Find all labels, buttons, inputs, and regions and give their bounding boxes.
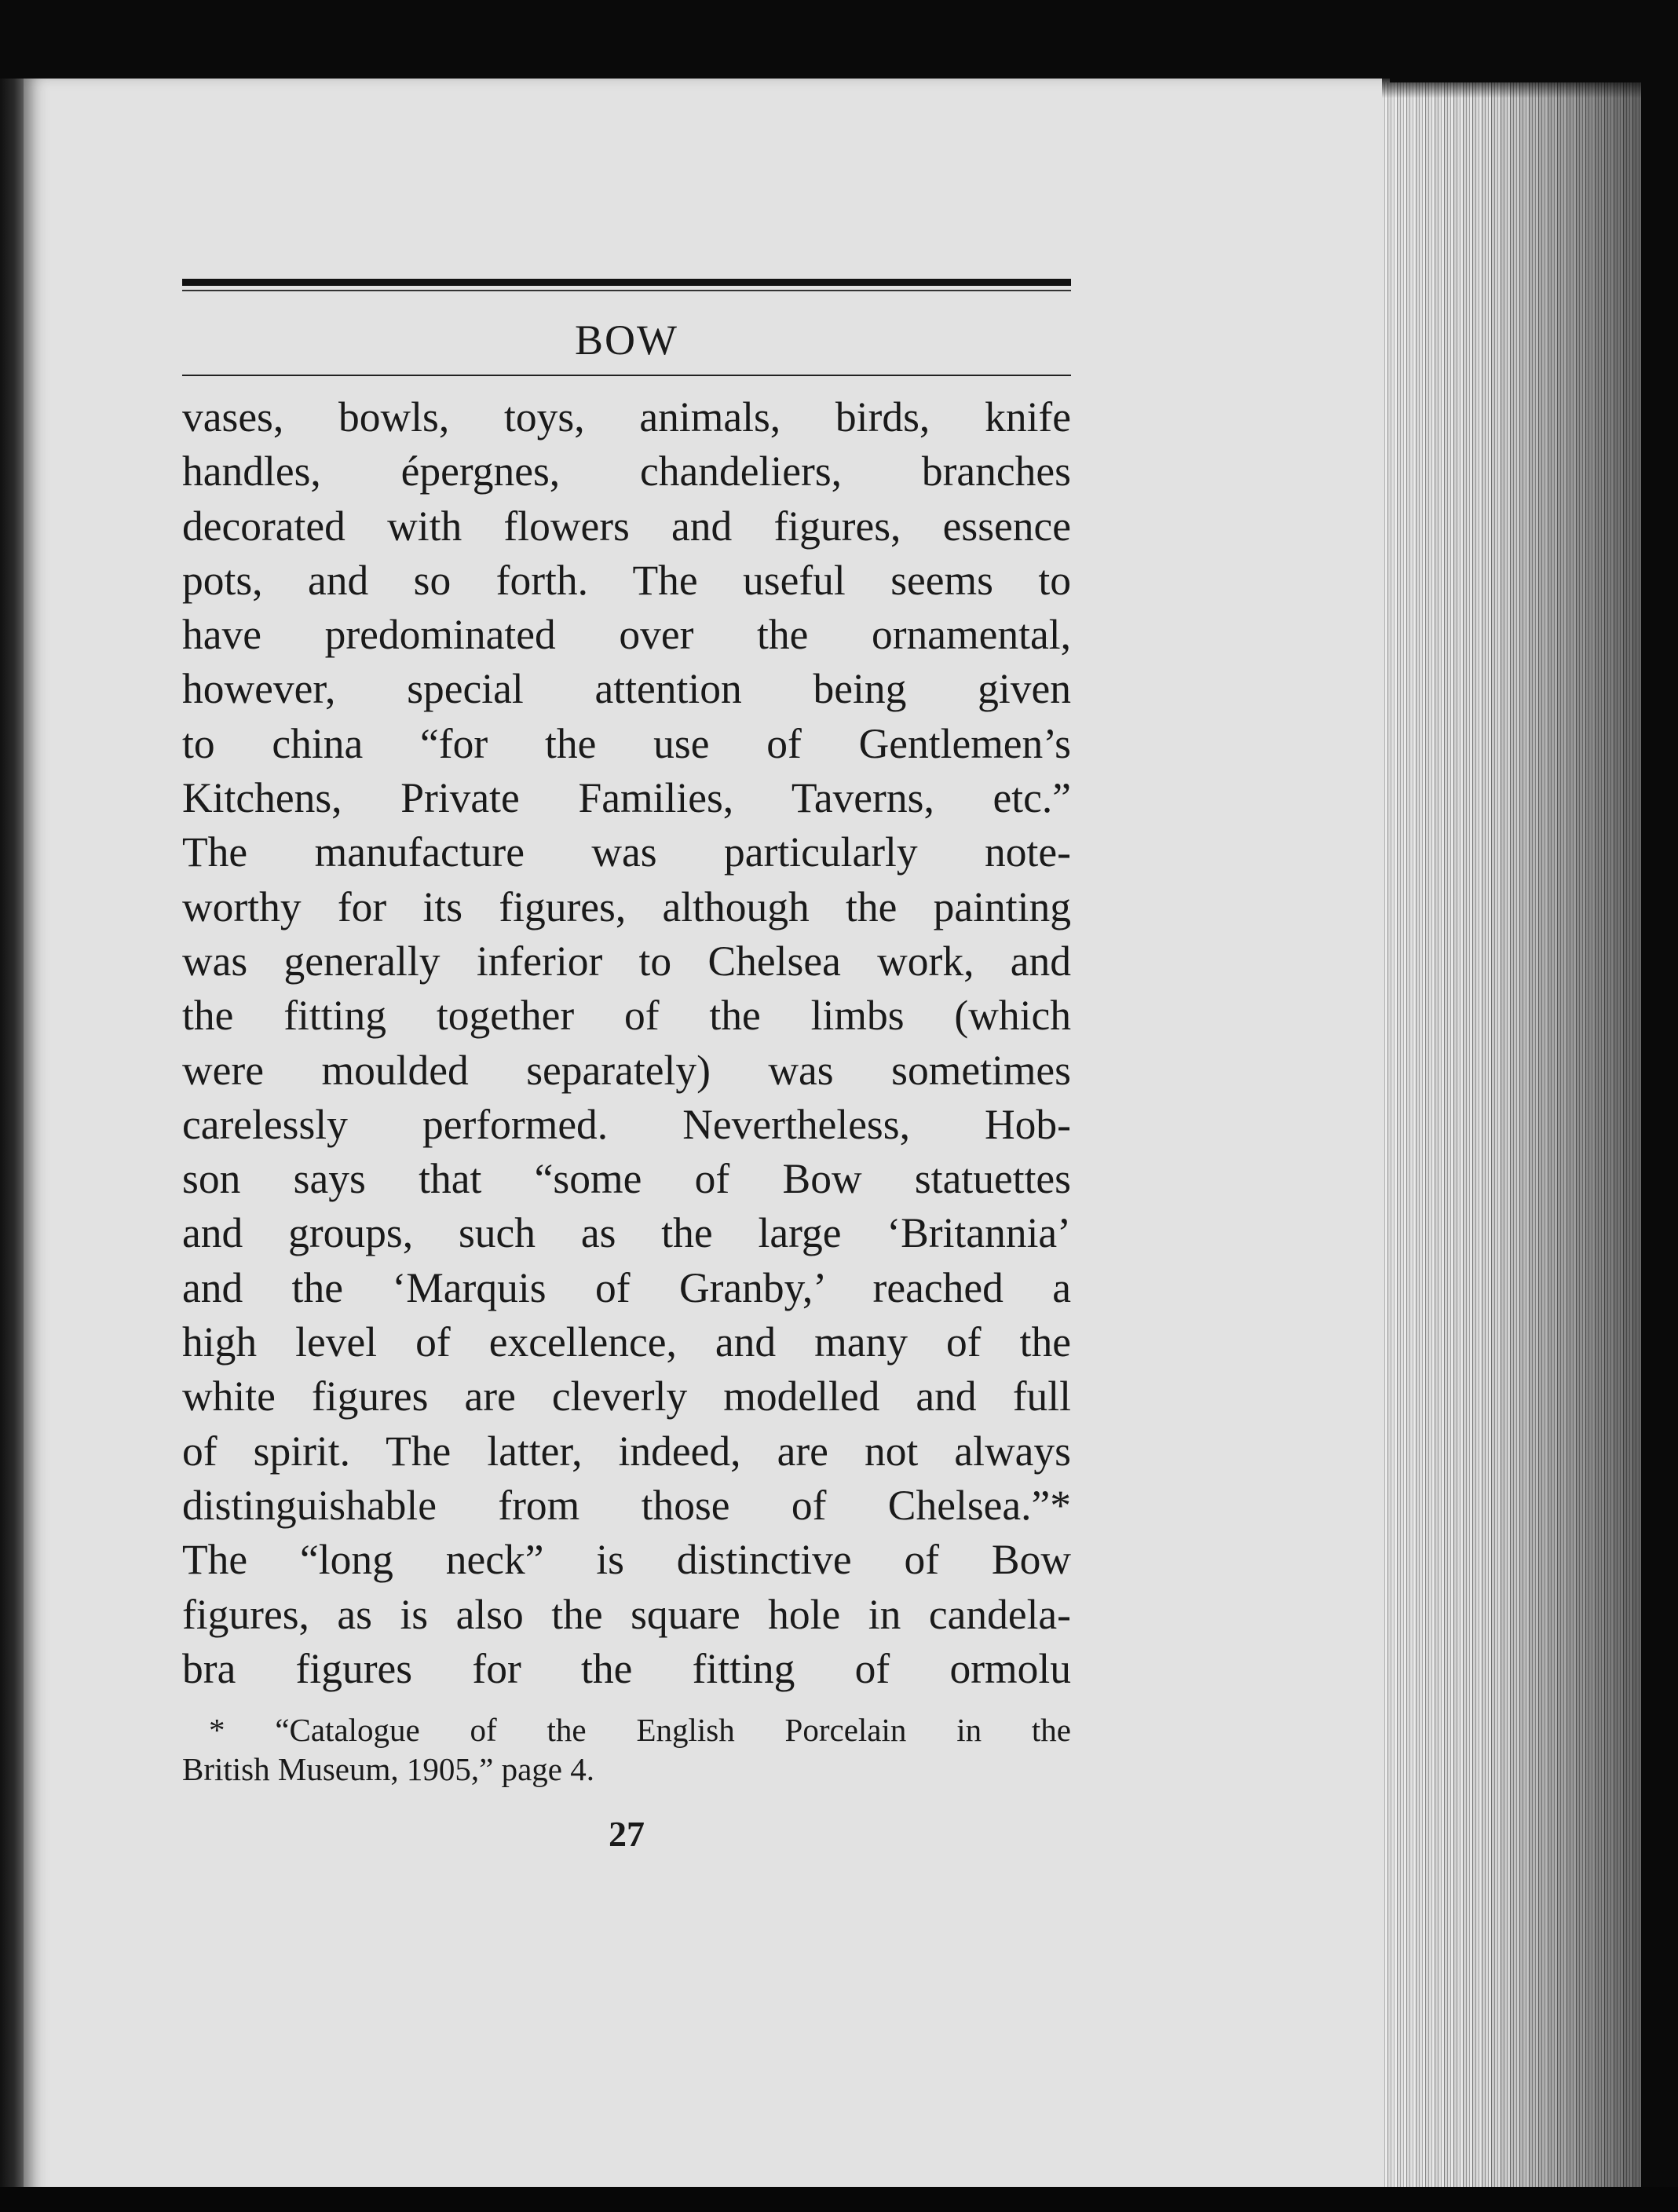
footnote (182, 1710, 1071, 1789)
body-line: however, special attention being given (182, 665, 1071, 713)
body-line: high level of excellence, and many of the (182, 1318, 1071, 1366)
running-head-rule (182, 375, 1071, 376)
page-edges-shade (1382, 82, 1641, 2203)
page-number: 27 (609, 1814, 645, 1855)
body-line: decorated with flowers and figures, essence (182, 502, 1071, 550)
page-edges-top-shadow (1382, 75, 1665, 98)
body-line: pots, and so forth. The useful seems to (182, 556, 1071, 604)
footnote-line: * “Catalogue of the English Porcelain in the (209, 1712, 1071, 1749)
body-line: handles, épergnes, chandeliers, branches (182, 448, 1071, 495)
body-line: distinguishable from those of Chelsea.”* (182, 1481, 1071, 1529)
footnote-line: British Museum, 1905,” page 4. (182, 1751, 594, 1788)
body-line: carelessly performed. Nevertheless, Hob- (182, 1100, 1071, 1148)
body-line: The manufacture was particularly note- (182, 828, 1071, 876)
body-line: The “long neck” is distinctive of Bow (182, 1536, 1071, 1584)
body-line: figures, as is also the square hole in candela- (182, 1590, 1071, 1638)
body-line: was generally inferior to Chelsea work, and (182, 937, 1071, 985)
text-block (182, 279, 1071, 1856)
body-line: white figures are cleverly modelled and full (182, 1373, 1071, 1420)
body-line: and groups, such as the large ‘Britannia’ (182, 1209, 1071, 1257)
body-line: worthy for its figures, although the painting (182, 883, 1071, 931)
body-line: son says that “some of Bow statuettes (182, 1155, 1071, 1203)
body-line: have predominated over the ornamental, (182, 611, 1071, 659)
bottom-dark-band (0, 2187, 1678, 2212)
header-rule-thick (182, 279, 1071, 286)
body-line: bra figures for the fitting of ormolu (182, 1644, 1071, 1692)
body-line: of spirit. The latter, indeed, are not always (182, 1427, 1071, 1475)
body-line: vases, bowls, toys, animals, birds, knife (182, 393, 1071, 441)
body-text (182, 390, 1071, 1696)
body-line: the fitting together of the limbs (which (182, 992, 1071, 1040)
body-line: Kitchens, Private Families, Taverns, etc.” (182, 774, 1071, 822)
body-line: were moulded separately) was sometimes (182, 1046, 1071, 1094)
header-rule-thin (182, 290, 1071, 291)
running-head: BOW (575, 316, 678, 364)
body-line: and the ‘Marquis of Granby,’ reached a (182, 1263, 1071, 1311)
body-line: to china “for the use of Gentlemen’s (182, 719, 1071, 767)
